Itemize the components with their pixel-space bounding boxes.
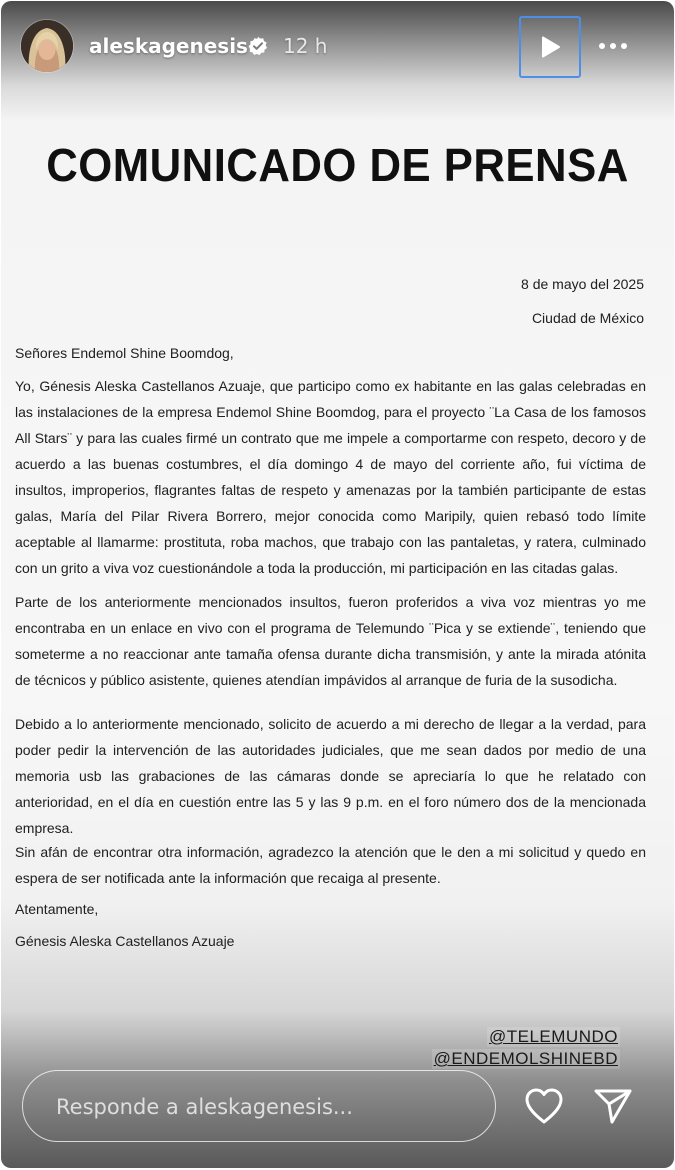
send-button[interactable] xyxy=(591,1085,635,1127)
avatar[interactable] xyxy=(21,20,73,72)
document-city: Ciudad de México xyxy=(531,310,644,326)
reply-input[interactable]: Responde a aleskagenesis... xyxy=(22,1070,496,1142)
heart-icon xyxy=(522,1085,566,1127)
mention-telemundo[interactable]: @TELEMUNDO xyxy=(489,1027,618,1046)
document-paragraph: Debido a lo anteriormente mencionado, solicito de acuerdo a mi derecho de llegar a la verdad, para poder pedir la intervención de las autoridades judiciales, que me sean dados por medio de una memoria usb las grabaciones de las cámaras donde se apreciaría lo que he relatado con anterioridad, en el día en cuestión entre las 5 y las 9 p.m. en el foro número dos de la mencionada empresa. xyxy=(15,716,646,836)
document-signature: Génesis Aleska Castellanos Azuaje xyxy=(15,933,235,949)
story-header xyxy=(1,1,674,96)
play-button[interactable] xyxy=(519,16,581,78)
verified-badge-icon xyxy=(248,36,268,56)
username[interactable]: aleskagenesis xyxy=(89,34,248,58)
send-icon xyxy=(591,1085,635,1127)
story-viewer xyxy=(1,1,674,1168)
avatar-photo xyxy=(21,20,73,72)
document-date: 8 de mayo del 2025 xyxy=(521,276,644,292)
document-paragraph: Yo, Génesis Aleska Castellanos Azuaje, que participo como ex habitante en las galas celebradas en las instalaciones de la empresa Endemol Shine Boomdog, para el proyecto ¨La Casa de los famosos All Stars¨ y para las cuales firmé un contrato que me impele a comportarme con respeto, decoro y de acuerdo a las buenas costumbres, el día domingo 4 de mayo del corriente año, fui víctima de insultos, improperios, flagrantes faltas de respeto y amenazas por la también participante de estas galas, María del Pilar Rivera Borrero, mejor conocida como Maripily, quien rebasó todo límite aceptable al llamarme: prostituta, roba machos, que trabajo con las pantaletas, y ratera, culminado con un grito a viva voz cuestionándole a toda la producción, mi participación en las citadas galas. xyxy=(15,378,646,576)
more-options-button[interactable] xyxy=(591,31,635,61)
like-button[interactable] xyxy=(522,1085,566,1127)
post-time: 12 h xyxy=(283,34,328,58)
mention-endemolshinebd[interactable]: @ENDEMOLSHINEBD xyxy=(433,1049,618,1068)
document-paragraph: Sin afán de encontrar otra información, agradezco la atención que le den a mi solicitud y quedo en espera de ser notificada ante la información que recaiga al presente. xyxy=(15,844,646,886)
document-title: COMUNICADO DE PRENSA xyxy=(46,139,629,191)
document-salutation: Señores Endemol Shine Boomdog, xyxy=(15,345,234,361)
document-paragraph: Parte de los anteriormente mencionados insultos, fueron proferidos a viva voz mientras yo me encontraba en un enlace en vivo con el programa de Telemundo ¨Pica y se extiende¨, teniendo que someterme a no reaccionar ante tamaña ofensa durante dicha transmisión, y ante la mirada atónita de técnicos y público asistente, quienes atendían impávidos al arranque de furia de la susodicha. xyxy=(15,594,646,688)
play-icon xyxy=(537,34,563,60)
more-icon xyxy=(597,43,630,49)
document-closing: Atentamente, xyxy=(15,901,99,917)
